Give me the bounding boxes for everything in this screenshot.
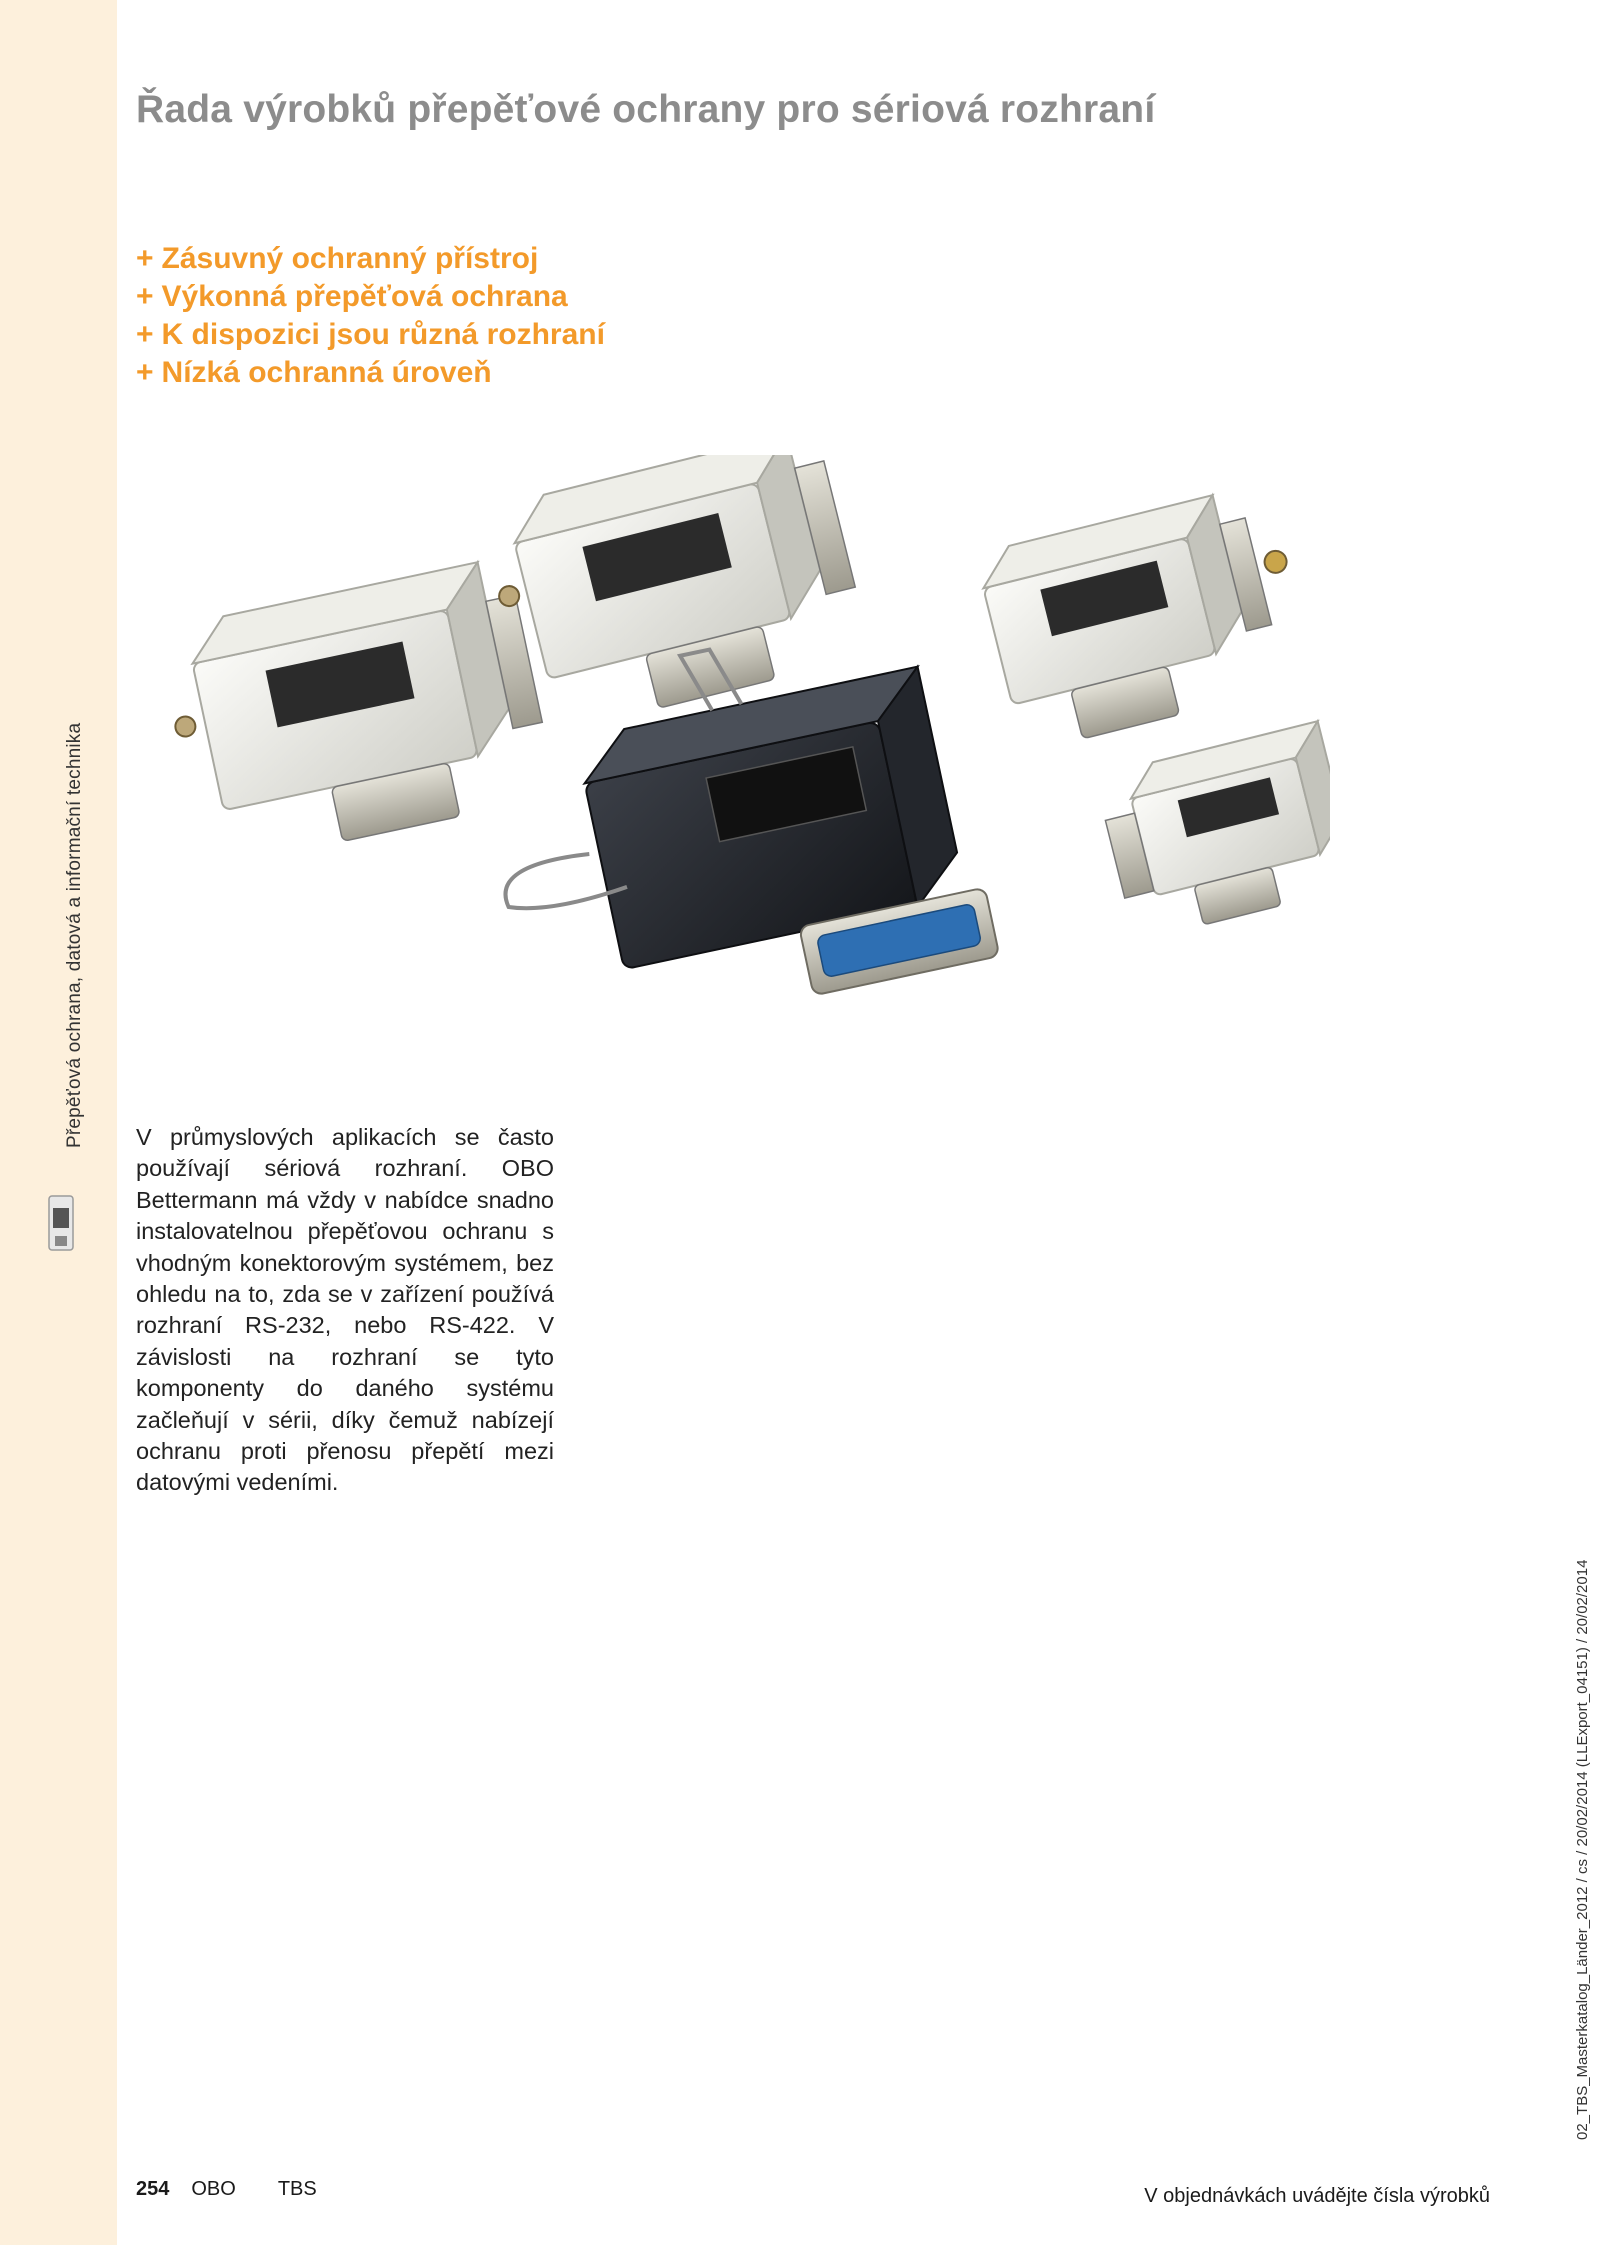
feature-text: Nízká ochranná úroveň	[161, 356, 492, 389]
page-number: 254	[136, 2178, 170, 2200]
sidebar	[0, 0, 117, 2245]
print-metadata: 02_TBS_Masterkatalog_Länder_2012 / cs / 20/02/2014 (LLExport_04151) / 20/02/2014	[1574, 1559, 1591, 2140]
body-text: V průmyslových aplikacích se často používají sériová rozhraní. OBO Bettermann má vždy v nabídce snadno instalovatelnou přepěťovou ochranu s vhodným konektorovým systémem, bez ohledu na to, zda se v zařízení používá rozhraní RS-232, nebo RS-422. V závislosti na rozhraní se tyto komponenty do daného systému začleňují v sérii, díky čemuž nabízejí ochranu proti přenosu přepětí mezi datovými vedeními.	[136, 1124, 554, 1496]
feature-item	[136, 316, 605, 354]
feature-item	[136, 354, 605, 392]
connector-photo-icon	[140, 455, 1330, 1115]
feature-plus: +	[136, 318, 154, 351]
feature-list	[136, 240, 605, 392]
adapter-top-right	[975, 482, 1317, 754]
feature-item	[136, 240, 605, 278]
page-title: Řada výrobků přepěťové ochrany pro sériová rozhraní	[136, 88, 1156, 131]
section-label: Přepěťová ochrana, datová a informační technika	[64, 722, 85, 1148]
footer-note: V objednávkách uvádějte čísla výrobků	[1144, 2185, 1490, 2207]
feature-plus: +	[136, 280, 154, 313]
footer-brand: OBO	[191, 2178, 236, 2200]
feature-plus: +	[136, 356, 154, 389]
feature-plus: +	[136, 242, 154, 275]
feature-text: K dispozici jsou různá rozhraní	[161, 318, 605, 351]
feature-item	[136, 278, 605, 316]
connector-thumbnail-icon	[44, 1190, 78, 1258]
feature-text: Zásuvný ochranný přístroj	[161, 242, 539, 275]
adapter-small	[1095, 721, 1330, 942]
feature-text: Výkonná přepěťová ochrana	[161, 280, 568, 313]
footer-catalog: TBS	[277, 2178, 317, 2200]
footer-left	[136, 2178, 317, 2201]
adapter-left	[155, 556, 558, 870]
